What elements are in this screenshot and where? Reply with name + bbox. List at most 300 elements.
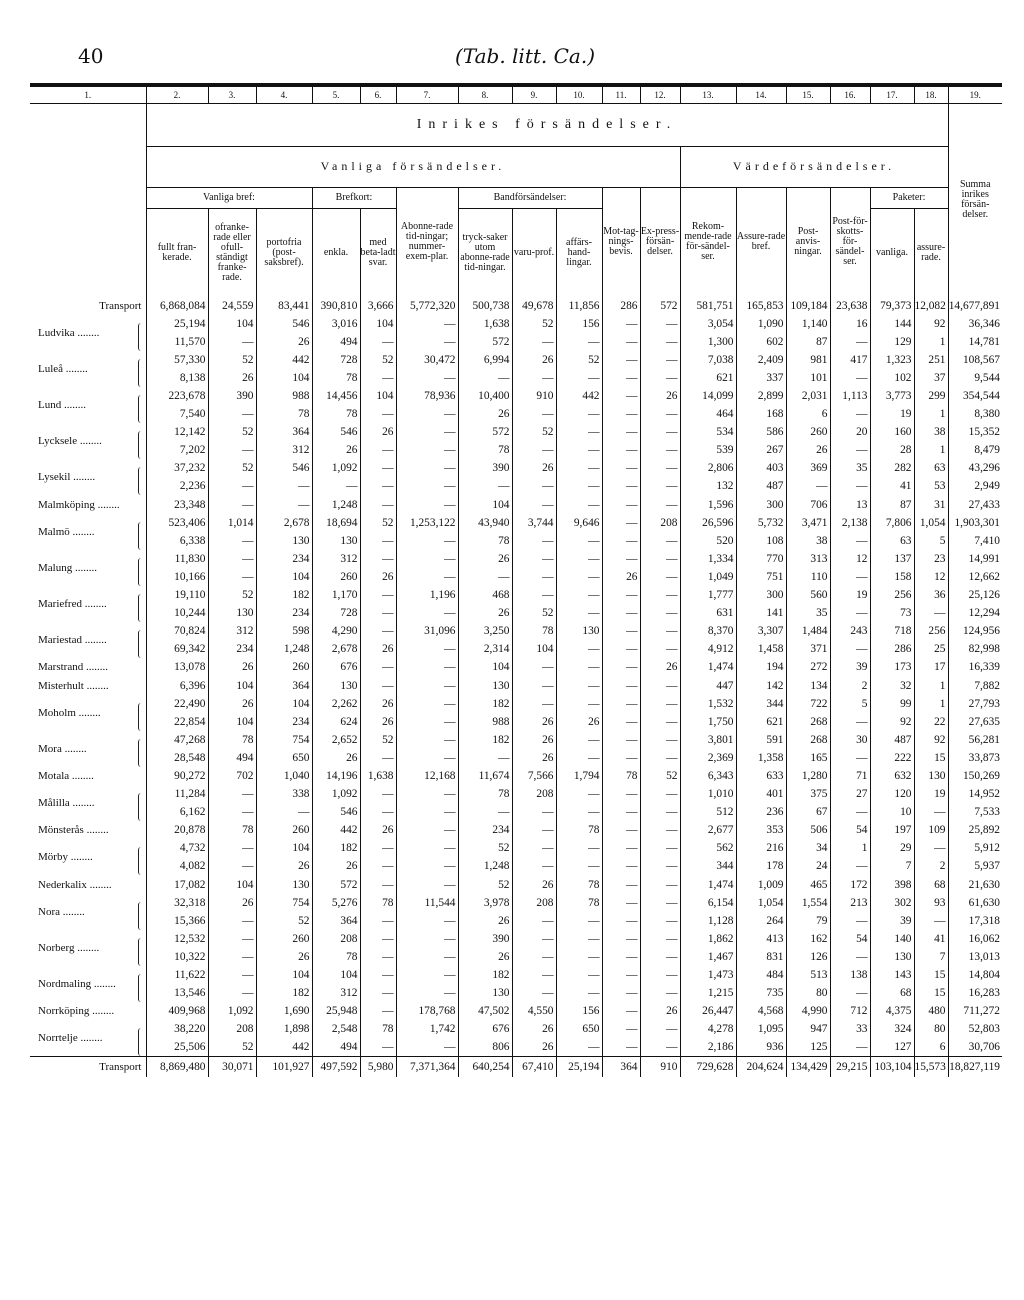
- cell-value: 104: [256, 369, 312, 387]
- cell-value: —: [208, 333, 256, 351]
- vanliga-bref-header: Vanliga bref:: [203, 192, 255, 203]
- cell-value: —: [640, 496, 680, 514]
- cell-value: 15: [914, 984, 948, 1002]
- cell-value: 109: [914, 821, 948, 839]
- cell-value: 3,054: [680, 315, 736, 333]
- leader-dots: ........: [83, 824, 109, 837]
- cell-value: 11,674: [458, 767, 512, 785]
- cell-value: 130: [208, 604, 256, 622]
- column-number: 13.: [680, 87, 736, 104]
- cell-value: —: [556, 966, 602, 984]
- table-row: [30, 803, 1002, 821]
- cell-value: 1,215: [680, 984, 736, 1002]
- cell-value: 130: [312, 676, 360, 694]
- footer-total: 18,827,119: [948, 1057, 1002, 1078]
- cell-value: —: [556, 604, 602, 622]
- cell-value: —: [830, 948, 870, 966]
- cell-value: 26: [640, 387, 680, 405]
- cell-value: —: [396, 695, 458, 713]
- cell-value: —: [602, 1020, 640, 1038]
- cell-value: —: [602, 749, 640, 767]
- cell-value: 194: [736, 658, 786, 676]
- cell-value: —: [602, 676, 640, 694]
- leader-dots: ........: [70, 471, 96, 484]
- cell-value: —: [602, 441, 640, 459]
- cell-value: 722: [786, 695, 830, 713]
- cell-value: 735: [736, 984, 786, 1002]
- cell-value: 43,296: [948, 459, 1002, 477]
- cell-value: 494: [312, 1038, 360, 1057]
- cell-value: 160: [870, 423, 914, 441]
- cell-value: 78: [312, 405, 360, 423]
- cell-value: 104: [458, 496, 512, 514]
- cell-value: —: [396, 839, 458, 857]
- cell-value: 4,550: [512, 1002, 556, 1020]
- cell-value: 1,092: [208, 1002, 256, 1020]
- cell-value: 12,082: [914, 297, 948, 315]
- place-name: Malmköping: [38, 498, 95, 511]
- cell-value: 173: [870, 658, 914, 676]
- column-number: 3.: [208, 87, 256, 104]
- cell-value: 23: [914, 550, 948, 568]
- table-row: [30, 713, 1002, 731]
- page-header: [0, 44, 1024, 74]
- place-name: Lund: [38, 399, 62, 412]
- cell-value: 78: [458, 785, 512, 803]
- cell-value: —: [512, 496, 556, 514]
- cell-value: —: [208, 441, 256, 459]
- cell-value: —: [640, 966, 680, 984]
- place-label: [30, 876, 146, 894]
- cell-value: 52: [640, 767, 680, 785]
- table-row: [30, 767, 1002, 785]
- cell-value: 54: [830, 821, 870, 839]
- cell-value: —: [556, 586, 602, 604]
- leader-dots: ........: [77, 435, 102, 448]
- cell-value: —: [830, 405, 870, 423]
- cell-value: 5: [914, 532, 948, 550]
- cell-value: 28,548: [146, 749, 208, 767]
- cell-value: 390: [458, 930, 512, 948]
- cell-value: 324: [870, 1020, 914, 1038]
- column-number: 2.: [146, 87, 208, 104]
- cell-value: 11,830: [146, 550, 208, 568]
- column-number: 10.: [556, 87, 602, 104]
- cell-value: 27,635: [948, 713, 1002, 731]
- cell-value: 14,456: [312, 387, 360, 405]
- place-label: [30, 459, 146, 495]
- cell-value: 158: [870, 568, 914, 586]
- leader-dots: ........: [81, 598, 107, 611]
- cell-value: —: [602, 315, 640, 333]
- cell-value: 5,772,320: [396, 297, 458, 315]
- cell-value: 1,253,122: [396, 514, 458, 532]
- cell-value: 130: [458, 676, 512, 694]
- cell-value: 312: [256, 441, 312, 459]
- cell-value: 26: [512, 1038, 556, 1057]
- cell-value: 2,236: [146, 477, 208, 495]
- leader-dots: ........: [89, 1005, 115, 1018]
- table-row: [30, 839, 1002, 857]
- cell-value: 101: [786, 369, 830, 387]
- cell-value: —: [602, 604, 640, 622]
- cell-value: 494: [208, 749, 256, 767]
- cell-value: 182: [312, 839, 360, 857]
- cell-value: —: [458, 477, 512, 495]
- cell-value: 26: [458, 912, 512, 930]
- cell-value: 1,196: [396, 586, 458, 604]
- cell-value: 25,194: [146, 315, 208, 333]
- cell-value: 728: [312, 351, 360, 369]
- cell-value: 7,882: [948, 676, 1002, 694]
- cell-value: 5,732: [736, 514, 786, 532]
- cell-value: 182: [256, 984, 312, 1002]
- cell-value: 14,677,891: [948, 297, 1002, 315]
- cell-value: 464: [680, 405, 736, 423]
- cell-value: —: [556, 369, 602, 387]
- brace-mark: [138, 703, 143, 731]
- cell-value: 650: [256, 749, 312, 767]
- footer-total: 30,071: [208, 1057, 256, 1078]
- cell-value: 2: [830, 676, 870, 694]
- cell-value: 3,773: [870, 387, 914, 405]
- cell-value: 1,040: [256, 767, 312, 785]
- cell-value: 125: [786, 1038, 830, 1057]
- table-row: [30, 658, 1002, 676]
- cell-value: 6,343: [680, 767, 736, 785]
- column-number: 12.: [640, 87, 680, 104]
- place-label: [30, 966, 146, 1002]
- cell-value: 17: [914, 658, 948, 676]
- cell-value: —: [360, 676, 396, 694]
- postanvisningar-header: Post-anvis-ningar.: [794, 226, 822, 258]
- cell-value: 69,342: [146, 640, 208, 658]
- cell-value: 208: [512, 894, 556, 912]
- cell-value: —: [830, 984, 870, 1002]
- cell-value: 104: [208, 315, 256, 333]
- cell-value: 52: [208, 1038, 256, 1057]
- place-label: [30, 695, 146, 731]
- cell-value: 14,781: [948, 333, 1002, 351]
- cell-value: 79,373: [870, 297, 914, 315]
- cell-value: 14,196: [312, 767, 360, 785]
- cell-value: —: [396, 930, 458, 948]
- column-number: 4.: [256, 87, 312, 104]
- cell-value: —: [360, 1002, 396, 1020]
- cell-value: 2,031: [786, 387, 830, 405]
- cell-value: —: [360, 984, 396, 1002]
- cell-value: —: [396, 658, 458, 676]
- cell-value: —: [640, 532, 680, 550]
- cell-value: —: [830, 640, 870, 658]
- page-number: 40: [78, 44, 104, 68]
- cell-value: 78: [458, 441, 512, 459]
- cell-value: 93: [914, 894, 948, 912]
- cell-value: 1,248: [312, 496, 360, 514]
- cell-value: 1,323: [870, 351, 914, 369]
- table-row: [30, 496, 1002, 514]
- cell-value: 234: [256, 604, 312, 622]
- cell-value: —: [830, 568, 870, 586]
- cell-value: 26: [360, 821, 396, 839]
- cell-value: —: [360, 930, 396, 948]
- cell-value: 165: [786, 749, 830, 767]
- cell-value: —: [556, 441, 602, 459]
- cell-value: 12,168: [396, 767, 458, 785]
- footer-total: 29,215: [830, 1057, 870, 1078]
- cell-value: —: [640, 984, 680, 1002]
- table-row: [30, 514, 1002, 532]
- cell-value: 26: [208, 658, 256, 676]
- cell-value: —: [786, 477, 830, 495]
- cell-value: 256: [870, 586, 914, 604]
- column-number: 8.: [458, 87, 512, 104]
- place-label: [30, 586, 146, 622]
- cell-value: 1,484: [786, 622, 830, 640]
- cell-value: 52: [208, 351, 256, 369]
- vanliga-heading: Vanliga försändelser.: [320, 159, 506, 173]
- cell-value: 2,369: [680, 749, 736, 767]
- cell-value: 16,283: [948, 984, 1002, 1002]
- cell-value: 1,009: [736, 876, 786, 894]
- place-name: Marstrand: [38, 661, 84, 674]
- cell-value: 3,978: [458, 894, 512, 912]
- cell-value: 1,638: [360, 767, 396, 785]
- cell-value: —: [396, 423, 458, 441]
- cell-value: 5,912: [948, 839, 1002, 857]
- place-name: Nordmaling: [38, 978, 92, 991]
- cell-value: 6,868,084: [146, 297, 208, 315]
- table-row: [30, 297, 1002, 315]
- cell-value: —: [396, 803, 458, 821]
- cell-value: 15,366: [146, 912, 208, 930]
- cell-value: 12,294: [948, 604, 1002, 622]
- cell-value: 24: [786, 857, 830, 875]
- cell-value: 364: [312, 912, 360, 930]
- cell-value: 520: [680, 532, 736, 550]
- cell-value: 1,092: [312, 785, 360, 803]
- cell-value: 234: [256, 550, 312, 568]
- cell-value: 4,732: [146, 839, 208, 857]
- cell-value: 256: [914, 622, 948, 640]
- table-row: [30, 477, 1002, 495]
- cell-value: —: [512, 966, 556, 984]
- cell-value: 18,694: [312, 514, 360, 532]
- brace-mark: [138, 739, 143, 767]
- cell-value: —: [640, 839, 680, 857]
- cell-value: 2,548: [312, 1020, 360, 1038]
- cell-value: 16: [830, 315, 870, 333]
- place-label: [30, 387, 146, 423]
- abonnerade-header: Abonne-rade tid-ningar; nummer-exem-plar.: [400, 221, 454, 263]
- cell-value: —: [556, 695, 602, 713]
- cell-value: —: [208, 550, 256, 568]
- cell-value: 1,467: [680, 948, 736, 966]
- table-row: [30, 1002, 1002, 1020]
- cell-value: —: [640, 441, 680, 459]
- cell-value: 109,184: [786, 297, 830, 315]
- cell-value: —: [556, 405, 602, 423]
- cell-value: 1,248: [458, 857, 512, 875]
- leader-dots: ........: [74, 326, 100, 339]
- cell-value: 73: [870, 604, 914, 622]
- cell-value: 572: [312, 876, 360, 894]
- inrikes-heading: Inrikes försändelser.: [416, 116, 678, 132]
- cell-value: —: [396, 912, 458, 930]
- cell-value: 26: [458, 948, 512, 966]
- place-label: [30, 622, 146, 658]
- cell-value: 312: [208, 622, 256, 640]
- cell-value: 236: [736, 803, 786, 821]
- cell-value: 22,490: [146, 695, 208, 713]
- table-row: [30, 749, 1002, 767]
- cell-value: —: [512, 930, 556, 948]
- cell-value: —: [556, 532, 602, 550]
- table-row: [30, 785, 1002, 803]
- cell-value: —: [556, 658, 602, 676]
- cell-value: —: [208, 839, 256, 857]
- cell-value: 30,472: [396, 351, 458, 369]
- cell-value: 1,280: [786, 767, 830, 785]
- cell-value: 26: [458, 405, 512, 423]
- cell-value: 102: [870, 369, 914, 387]
- cell-value: 1: [914, 441, 948, 459]
- page-title: (Tab. litt. Ca.): [455, 44, 595, 68]
- cell-value: 4,278: [680, 1020, 736, 1038]
- footer-total: 204,624: [736, 1057, 786, 1078]
- brace-mark: [138, 467, 143, 495]
- cell-value: —: [830, 713, 870, 731]
- cell-value: 770: [736, 550, 786, 568]
- cell-value: 494: [312, 333, 360, 351]
- cell-value: 17,318: [948, 912, 1002, 930]
- cell-value: 7,566: [512, 767, 556, 785]
- cell-value: 52: [208, 586, 256, 604]
- cell-value: 10,400: [458, 387, 512, 405]
- cell-value: —: [396, 857, 458, 875]
- cell-value: 127: [870, 1038, 914, 1057]
- cell-value: —: [830, 441, 870, 459]
- table-row: [30, 351, 1002, 369]
- cell-value: —: [396, 405, 458, 423]
- cell-value: —: [640, 550, 680, 568]
- place-label: [30, 821, 146, 839]
- cell-value: —: [360, 948, 396, 966]
- cell-value: —: [208, 930, 256, 948]
- cell-value: 7,202: [146, 441, 208, 459]
- cell-value: —: [602, 405, 640, 423]
- cell-value: 442: [256, 1038, 312, 1057]
- cell-value: —: [396, 333, 458, 351]
- cell-value: 26: [458, 550, 512, 568]
- cell-value: 78,936: [396, 387, 458, 405]
- place-name: Nora: [38, 905, 60, 918]
- cell-value: 108: [736, 532, 786, 550]
- cell-value: 2: [914, 857, 948, 875]
- cell-value: 10,322: [146, 948, 208, 966]
- cell-value: —: [830, 749, 870, 767]
- footer-total: 640,254: [458, 1057, 512, 1078]
- cell-value: —: [914, 803, 948, 821]
- cell-value: 124,956: [948, 622, 1002, 640]
- cell-value: —: [360, 839, 396, 857]
- cell-value: 26,596: [680, 514, 736, 532]
- cell-value: —: [512, 948, 556, 966]
- summa-header: Summa inrikes försän-delser.: [959, 179, 991, 221]
- cell-value: —: [640, 876, 680, 894]
- cell-value: 4,290: [312, 622, 360, 640]
- cell-value: 15: [914, 749, 948, 767]
- cell-value: 78: [360, 894, 396, 912]
- column-number-row: [30, 87, 1002, 104]
- table-row: [30, 695, 1002, 713]
- cell-value: 19: [870, 405, 914, 423]
- cell-value: —: [602, 532, 640, 550]
- cell-value: 754: [256, 731, 312, 749]
- cell-value: 1,248: [256, 640, 312, 658]
- cell-value: 390: [208, 387, 256, 405]
- cell-value: 182: [458, 966, 512, 984]
- cell-value: 300: [736, 586, 786, 604]
- place-label: [30, 1020, 146, 1057]
- footer-total: 134,429: [786, 1057, 830, 1078]
- table-row: [30, 676, 1002, 694]
- cell-value: 2,262: [312, 695, 360, 713]
- cell-value: 172: [830, 876, 870, 894]
- cell-value: —: [602, 966, 640, 984]
- cell-value: —: [556, 948, 602, 966]
- cell-value: 78: [556, 821, 602, 839]
- cell-value: 234: [458, 821, 512, 839]
- cell-value: 26: [312, 857, 360, 875]
- cell-value: 1: [914, 405, 948, 423]
- footer-total: 7,371,364: [396, 1057, 458, 1078]
- cell-value: 26: [512, 459, 556, 477]
- footer-total: 8,869,480: [146, 1057, 208, 1078]
- cell-value: 52: [512, 604, 556, 622]
- cell-value: 26: [208, 894, 256, 912]
- assurerade-paket-header: assure-rade.: [916, 241, 946, 263]
- table-header: [30, 87, 1002, 297]
- place-label: [30, 351, 146, 387]
- cell-value: 26: [360, 640, 396, 658]
- cell-value: —: [640, 821, 680, 839]
- cell-value: 26: [360, 713, 396, 731]
- cell-value: 702: [208, 767, 256, 785]
- cell-value: 87: [786, 333, 830, 351]
- cell-value: 104: [458, 658, 512, 676]
- cell-value: —: [830, 333, 870, 351]
- cell-value: —: [602, 622, 640, 640]
- cell-value: —: [360, 604, 396, 622]
- cell-value: —: [396, 984, 458, 1002]
- cell-value: —: [602, 948, 640, 966]
- cell-value: 27,433: [948, 496, 1002, 514]
- table-row: [30, 876, 1002, 894]
- cell-value: 5,937: [948, 857, 1002, 875]
- table-row: [30, 948, 1002, 966]
- footer-total: 101,927: [256, 1057, 312, 1078]
- cell-value: 1,054: [914, 514, 948, 532]
- cell-value: 130: [870, 948, 914, 966]
- column-number: 7.: [396, 87, 458, 104]
- brace-mark: [138, 323, 143, 351]
- place-name: Lysekil: [38, 471, 71, 484]
- cell-value: 572: [458, 423, 512, 441]
- cell-value: 598: [256, 622, 312, 640]
- cell-value: —: [640, 622, 680, 640]
- cell-value: 52: [360, 351, 396, 369]
